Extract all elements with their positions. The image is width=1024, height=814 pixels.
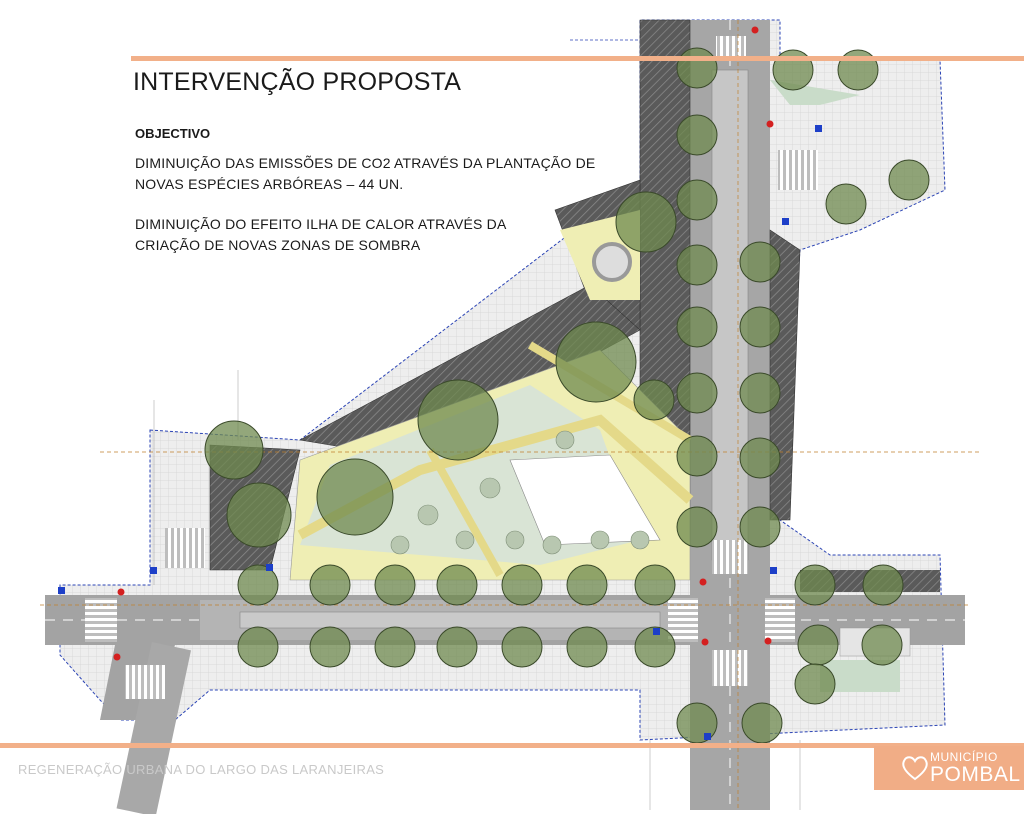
bottom-accent-bar bbox=[0, 743, 1024, 748]
objective-line-2: NOVAS ESPÉCIES ARBÓREAS – 44 UN. bbox=[135, 176, 404, 192]
footer-project-name: REGENERAÇÃO URBANA DO LARGO DAS LARANJEIRAS bbox=[18, 762, 385, 777]
logo-text-pombal: POMBAL bbox=[930, 763, 1021, 786]
top-accent-bar bbox=[131, 56, 1024, 61]
objective-heading: OBJECTIVO bbox=[135, 126, 211, 141]
objective-line-4: CRIAÇÃO DE NOVAS ZONAS DE SOMBRA bbox=[135, 237, 421, 253]
objective-line-3: DIMINUIÇÃO DO EFEITO ILHA DE CALOR ATRAVÉS DA bbox=[135, 216, 507, 232]
heart-icon bbox=[900, 752, 930, 782]
slide-title: INTERVENÇÃO PROPOSTA bbox=[133, 68, 462, 96]
objective-line-1: DIMINUIÇÃO DAS EMISSÕES DE CO2 ATRAVÉS DA PLANTAÇÃO DE bbox=[135, 155, 596, 171]
logo-text-municipio: MUNICÍPIO bbox=[930, 750, 998, 764]
